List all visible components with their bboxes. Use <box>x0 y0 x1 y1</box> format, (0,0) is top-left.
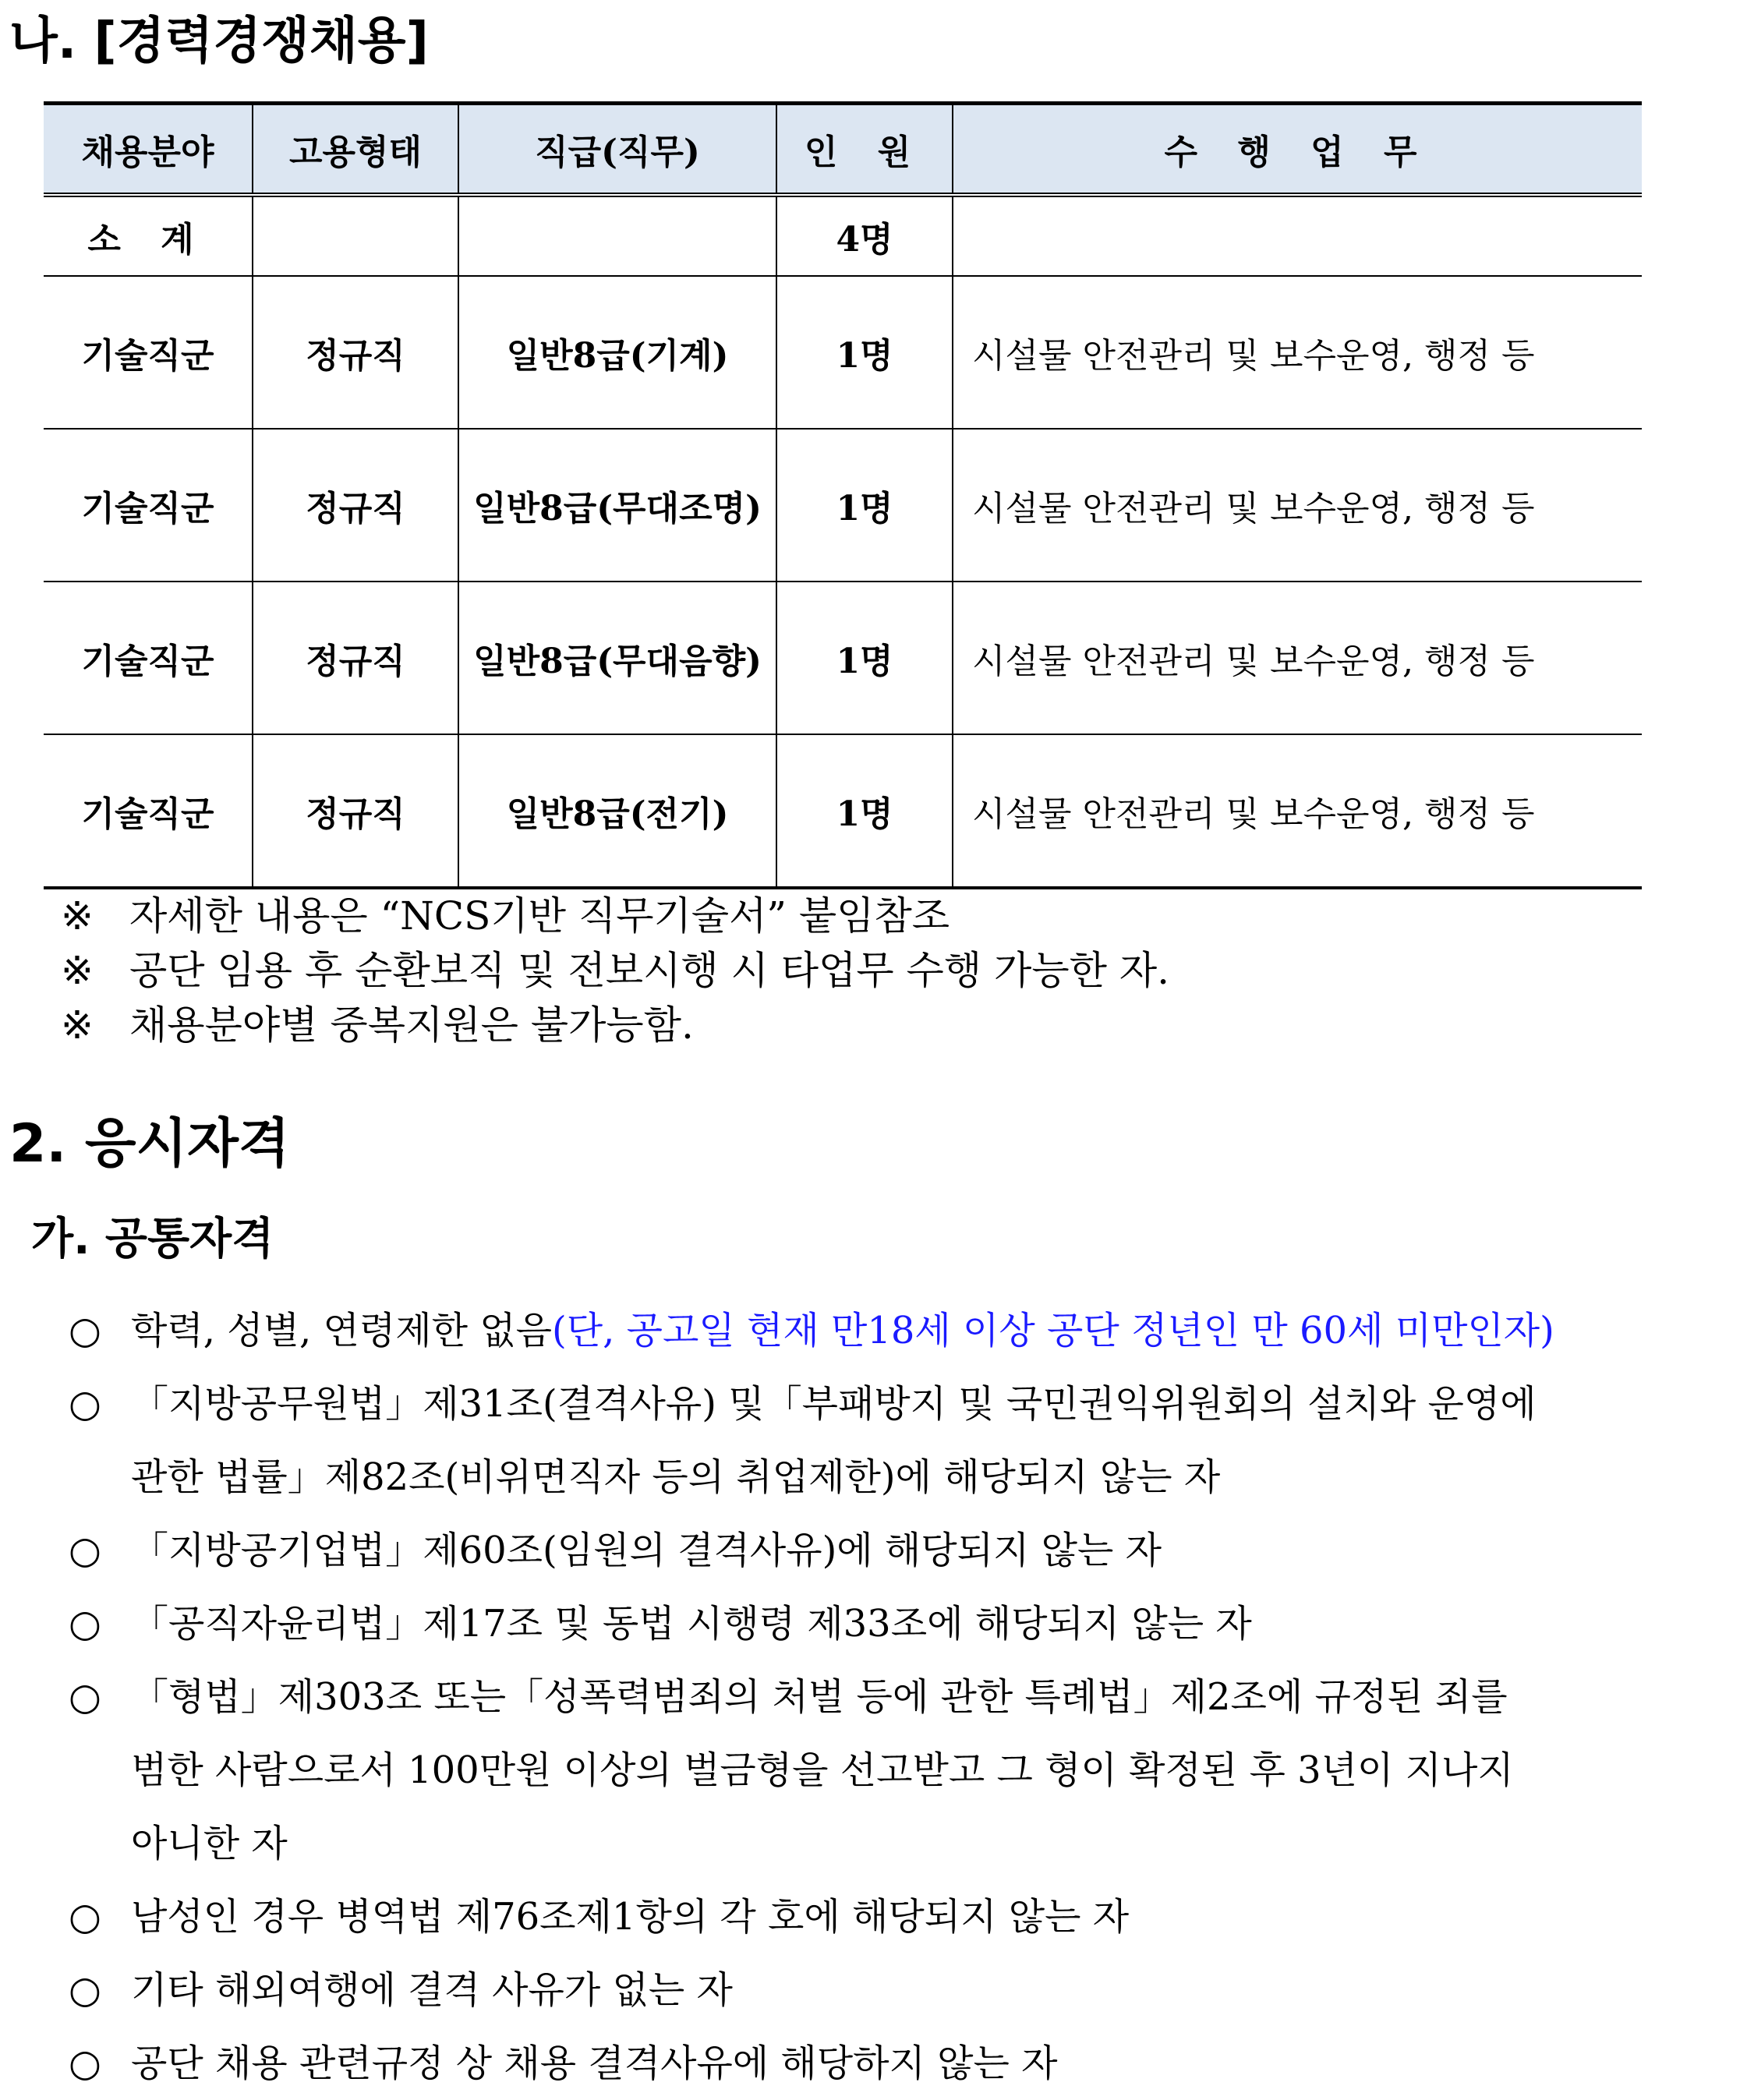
circle-bullet-icon: ○ <box>69 1529 101 1572</box>
subtotal-empty-cell <box>953 195 1642 276</box>
qualification-item <box>69 1587 1729 1660</box>
cell-headcount: 1명 <box>776 276 953 429</box>
table-row <box>44 734 1642 888</box>
qualification-text-continued: 범한 사람으로서 100만원 이상의 벌금형을 선고받고 그 형이 확정된 후 3년이 지나지 <box>131 1748 1514 1792</box>
cell-employment-type: 정규직 <box>253 276 458 429</box>
qualification-text: 「지방공무원법」제31조(결격사유) 및「부패방지 및 국민권익위원회의 설치와 운영에 <box>131 1382 1537 1426</box>
header-employment-type: 고용형태 <box>253 104 458 196</box>
reference-mark-icon: ※ <box>61 948 94 993</box>
note-item <box>61 998 1169 1052</box>
qualification-text-continued: 관한 법률」제82조(비위면직자 등의 취업제한)에 해당되지 않는 자 <box>131 1455 1221 1499</box>
qualification-text: 「공직자윤리법」제17조 및 동법 시행령 제33조에 해당되지 않는 자 <box>131 1602 1252 1646</box>
cell-employment-type: 정규직 <box>253 734 458 888</box>
section-title-career-recruitment: 나. [경력경쟁채용] <box>9 12 429 70</box>
subtotal-label: 소 계 <box>44 195 253 276</box>
table-notes <box>61 889 1169 1052</box>
circle-bullet-icon: ○ <box>69 1309 101 1352</box>
reference-mark-icon: ※ <box>61 1002 94 1048</box>
circle-bullet-icon: ○ <box>69 1968 101 2012</box>
header-duties: 수 행 업 무 <box>953 104 1642 196</box>
table-row <box>44 276 1642 429</box>
qualification-highlight: (단, 공고일 현재 만18세 이상 공단 정년인 만 60세 미만인자) <box>551 1309 1554 1352</box>
recruitment-table <box>44 101 1642 889</box>
cell-headcount: 1명 <box>776 734 953 888</box>
note-item <box>61 889 1169 943</box>
qualification-list <box>69 1294 1729 2100</box>
header-grade: 직급(직무) <box>458 104 776 196</box>
subtotal-count: 4명 <box>776 195 953 276</box>
header-headcount: 인 원 <box>776 104 953 196</box>
subtotal-row <box>44 195 1642 276</box>
circle-bullet-icon: ○ <box>69 1602 101 1646</box>
section-title-eligibility: 2. 응시자격 <box>9 1113 290 1175</box>
note-text: 공단 임용 후 순환보직 및 전보시행 시 타업무 수행 가능한 자. <box>129 948 1170 993</box>
subtotal-empty-cell <box>458 195 776 276</box>
cell-duties: 시설물 안전관리 및 보수운영, 행정 등 <box>953 429 1642 582</box>
qualification-text: 학력, 성별, 연령제한 없음 <box>131 1309 552 1352</box>
cell-employment-type: 정규직 <box>253 429 458 582</box>
cell-duties: 시설물 안전관리 및 보수운영, 행정 등 <box>953 734 1642 888</box>
table-header-row <box>44 104 1642 196</box>
qualification-item <box>69 1367 1729 1514</box>
qualification-item <box>69 2027 1729 2100</box>
qualification-text: 「형법」제303조 또는「성폭력범죄의 처벌 등에 관한 특례법」제2조에 규정된 죄를 <box>131 1675 1508 1719</box>
qualification-item <box>69 1880 1729 1953</box>
qualification-item <box>69 1953 1729 2027</box>
table-row <box>44 582 1642 734</box>
cell-field: 기술직군 <box>44 582 253 734</box>
cell-duties: 시설물 안전관리 및 보수운영, 행정 등 <box>953 276 1642 429</box>
cell-field: 기술직군 <box>44 734 253 888</box>
cell-grade: 일반8급(무대음향) <box>458 582 776 734</box>
subsection-title-common-eligibility: 가. 공통자격 <box>31 1214 274 1264</box>
cell-grade: 일반8급(전기) <box>458 734 776 888</box>
cell-field: 기술직군 <box>44 429 253 582</box>
table-row <box>44 429 1642 582</box>
qualification-text: 공단 채용 관련규정 상 채용 결격사유에 해당하지 않는 자 <box>131 2042 1058 2085</box>
circle-bullet-icon: ○ <box>69 2042 101 2085</box>
circle-bullet-icon: ○ <box>69 1675 101 1719</box>
qualification-text: 남성인 경우 병역법 제76조제1항의 각 호에 해당되지 않는 자 <box>131 1895 1130 1939</box>
qualification-item <box>69 1514 1729 1587</box>
cell-headcount: 1명 <box>776 429 953 582</box>
note-text: 자세한 내용은 “NCS기반 직무기술서” 붙임참조 <box>129 893 950 939</box>
cell-headcount: 1명 <box>776 582 953 734</box>
qualification-text: 「지방공기업법」제60조(임원의 결격사유)에 해당되지 않는 자 <box>131 1529 1162 1572</box>
cell-grade: 일반8급(기계) <box>458 276 776 429</box>
circle-bullet-icon: ○ <box>69 1382 101 1426</box>
qualification-text: 기타 해외여행에 결격 사유가 없는 자 <box>131 1968 733 2012</box>
qualification-text-continued: 아니한 자 <box>131 1822 288 1865</box>
cell-field: 기술직군 <box>44 276 253 429</box>
cell-employment-type: 정규직 <box>253 582 458 734</box>
subtotal-empty-cell <box>253 195 458 276</box>
cell-grade: 일반8급(무대조명) <box>458 429 776 582</box>
header-field: 채용분야 <box>44 104 253 196</box>
reference-mark-icon: ※ <box>61 893 94 939</box>
circle-bullet-icon: ○ <box>69 1895 101 1939</box>
note-item <box>61 943 1169 998</box>
qualification-item <box>69 1660 1729 1880</box>
note-text: 채용분야별 중복지원은 불가능함. <box>129 1002 694 1048</box>
qualification-item <box>69 1294 1729 1367</box>
cell-duties: 시설물 안전관리 및 보수운영, 행정 등 <box>953 582 1642 734</box>
